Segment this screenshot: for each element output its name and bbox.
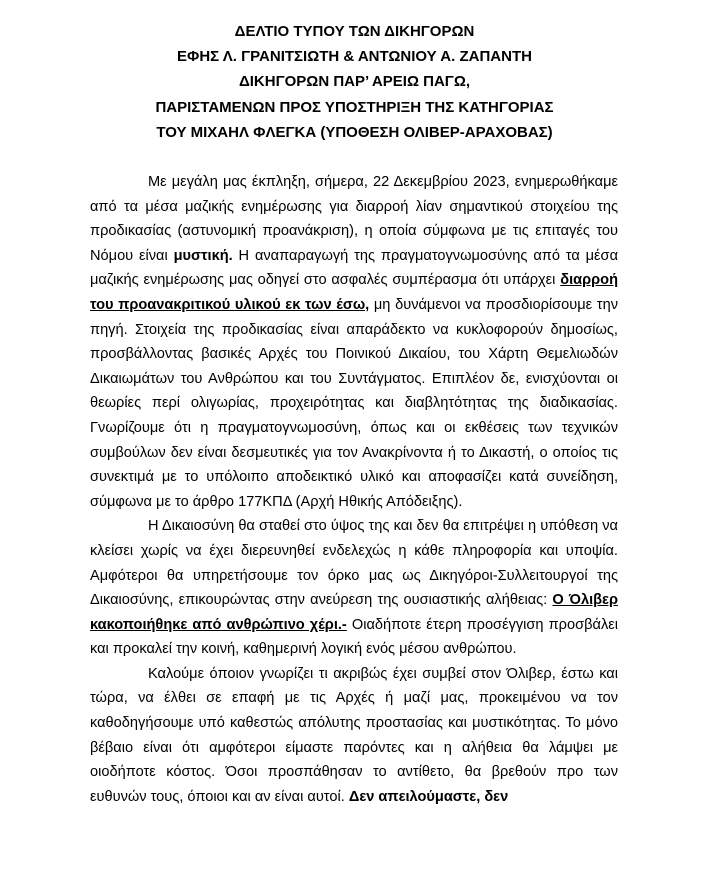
paragraph-3	[90, 662, 618, 810]
paragraph-2	[90, 514, 618, 662]
paragraph-text: Η αναπαραγωγή της πραγματογνωμοσύνης από τα μέσα μαζικής ενημέρωσης μας οδηγεί στο ασφαλές συμπέρασμα ότι υπάρχει	[90, 247, 619, 289]
emphasis-abuse-statement: Ο Όλιβερ κακοποιήθηκε από ανθρώπινο χέρι.-	[90, 592, 618, 633]
paragraph-text: Η Δικαιοσύνη θα σταθεί στο ύψος της και δεν θα επιτρέψει η υπόθεση να κλείσει χωρίς να έχει διερευνηθεί ενδελεχώς η κάθε πληροφορία και υποψία. Αμφότεροι θα υπηρετήσουμε τον όρκο μας ως Δικηγόροι-Συλλειτουργοί της Δικαιοσύνης, επικουρώντας στην ανεύρεση της ουσιαστικής αλήθειας:	[90, 518, 618, 609]
document-body	[90, 170, 618, 809]
heading-line: ΤΟΥ ΜΙΧΑΗΛ ΦΛΕΓΚΑ (ΥΠΟΘΕΣΗ ΟΛΙΒΕΡ-ΑΡΑΧΟΒΑΣ)	[156, 123, 553, 141]
paragraph-1	[90, 170, 618, 514]
heading-line: ΠΑΡΙΣΤΑΜΕΝΩΝ ΠΡΟΣ ΥΠΟΣΤΗΡΙΞΗ ΤΗΣ ΚΑΤΗΓΟΡΙΑΣ	[155, 98, 554, 116]
document-heading	[0, 19, 709, 145]
paragraph-text: μη δυνάμενοι να προσδιορίσουμε την πηγή. Στοιχεία της προδικασίας είναι απαράδεκτο να κυκλοφορούν δημοσίως, προσβάλλοντας βασικές Αρχές του Ποινικού Δικαίου, του Χάρτη Θεμελιωδών Δικαιωμάτων του Ανθρώπου και του Συντάγματος. Επιπλέον δε, ενισχύονται οι θεωρίες περί ολιγωρίας, προχειρότητας και διαβλητότητας της διαδικασίας. Γνωρίζουμε ότι η πραγματογνωμοσύνη, όπως και οι εκθέσεις των τεχνικών συμβούλων δεν είναι δεσμευτικές για τον Ανακρίνοντα ή το Δικαστή, ο οποίος τις συνεκτιμά με το υπόλοιπο αποδεικτικό υλικό και αποφασίζει κατά συνείδηση, σύμφωνα με το άρθρο 177ΚΠΔ (Αρχή Ηθικής Απόδειξης).	[90, 296, 618, 510]
heading-line: ΔΙΚΗΓΟΡΩΝ ΠΑΡ’ ΑΡΕΙΩ ΠΑΓΩ,	[238, 73, 471, 91]
emphasis-leak: διαρροή του προανακριτικού υλικού εκ των έσω,	[90, 272, 618, 313]
emphasis-closing: Δεν απειλούμαστε, δεν	[348, 788, 509, 805]
emphasis-secret: μυστική.	[173, 247, 233, 264]
paragraph-text: Με μεγάλη μας έκπληξη, σήμερα, 22 Δεκεμβρίου 2023, ενημερωθήκαμε από τα μέσα μαζικής ενημέρωσης για διαρροή λίαν σημαντικού στοιχείου της προδικασίας (αστυνομική προανάκριση), η οποία σύμφωνα με τις επιταγές του Νόμου είναι	[90, 174, 618, 264]
paragraph-text: Οιαδήποτε έτερη προσέγγιση προσβάλει και προκαλεί την κοινή, καθημερινή λογική ενός μέσου ανθρώπου.	[90, 616, 618, 658]
heading-line: ΔΕΛΤΙΟ ΤΥΠΟΥ ΤΩΝ ΔΙΚΗΓΟΡΩΝ	[234, 23, 475, 40]
paragraph-text: Καλούμε όποιον γνωρίζει τι ακριβώς έχει συμβεί στον Όλιβερ, έστω και τώρα, να έλθει σε επαφή με τις Αρχές ή μαζί μας, προκειμένου να τον καθοδηγήσουμε υπό καθεστώς απόλυτης προστασίας και μυστικότητας. Το μόνο βέβαιο είναι ότι αμφότεροι είμαστε παρόντες και η αλήθεια θα λάμψει με οιοδήποτε κόστος. Όσοι προσπάθησαν το αντίθετο, θα βρεθούν προ των ευθυνών τους, όποιοι και αν είναι αυτοί.	[90, 665, 618, 805]
heading-line: ΕΦΗΣ Λ. ΓΡΑΝΙΤΣΙΩΤΗ & ΑΝΤΩΝΙΟΥ Α. ΖΑΠΑΝΤΗ	[177, 48, 532, 66]
